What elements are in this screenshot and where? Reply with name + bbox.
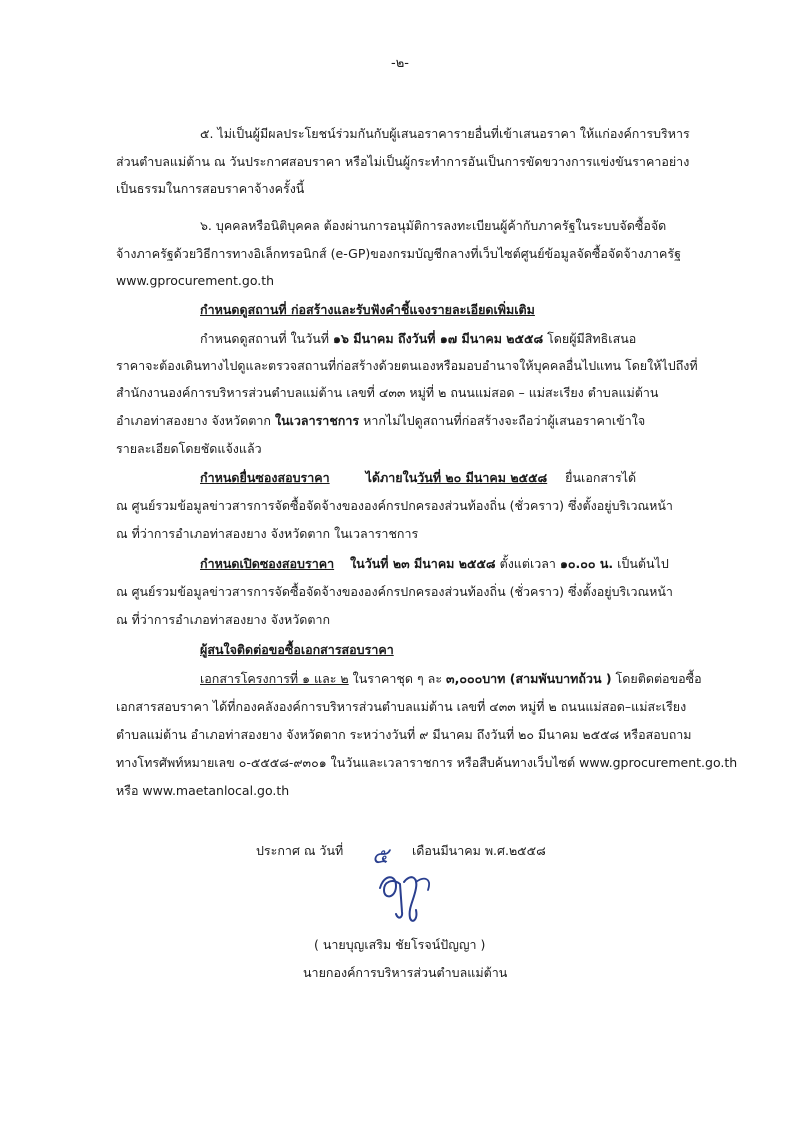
item6-line2: จ้างภาครัฐด้วยวิธีการทางอิเล็กทรอนิกส์ (e-GP)ของกรมบัญชีกลางที่เว็บไซต์ศูนย์ข้อมูลจัดซื้อจัดจ้างภาครัฐ xyxy=(116,246,682,261)
purchase-line5: หรือ www.maetanlocal.go.th xyxy=(116,783,290,798)
opening-time: ๑๐.๐๐ น. xyxy=(559,556,614,571)
site-visit-office-hours: ในเวลาราชการ xyxy=(274,413,360,428)
opening-heading: กำหนดเปิดซองสอบราคา xyxy=(200,556,335,571)
opening-date: ในวันที่ ๒๓ มีนาคม ๒๕๕๘ xyxy=(350,556,496,571)
announce-prefix: ประกาศ ณ วันที่ xyxy=(256,843,344,858)
announce-month-year: เดือนมีนาคม พ.ศ.๒๕๕๘ xyxy=(412,843,546,858)
submit-line3: ณ ที่ว่าการอำเภอท่าสองยาง จังหวัดตาก ในเวลาราชการ xyxy=(116,526,419,541)
opening-time-label: ตั้งแต่เวลา xyxy=(499,556,556,571)
site-visit-dates: ๑๖ มีนาคม ถึงวันที่ ๑๗ มีนาคม ๒๕๕๘ xyxy=(333,331,544,346)
opening-line3: ณ ที่ว่าการอำเภอท่าสองยาง จังหวัดตาก xyxy=(116,612,331,627)
purchase-contact: โดยติดต่อขอซื้อ xyxy=(615,671,702,686)
submit-date: วันที่ ๒๐ มีนาคม ๒๕๕๘ xyxy=(417,470,548,485)
site-visit-line4 xyxy=(116,413,645,429)
site-visit-label: กำหนดดูสถานที่ ในวันที่ xyxy=(200,331,330,346)
submit-line1 xyxy=(200,470,636,486)
site-visit-line5: รายละเอียดโดยชัดแจ้งแล้ว xyxy=(116,441,262,456)
purchase-projects: เอกสารโครงการที่ ๑ และ ๒ xyxy=(200,671,349,686)
purchase-line1 xyxy=(200,671,702,687)
purchase-price-label: ในราคาชุด ๆ ละ xyxy=(352,671,443,686)
submit-docs: ยื่นเอกสารได้ xyxy=(565,470,637,485)
site-visit-line1 xyxy=(200,331,636,347)
signer-name: ( นายบุญเสริม ชัยโรจน์ปัญญา ) xyxy=(314,937,486,952)
page-number: -๒- xyxy=(391,56,409,71)
signature-icon xyxy=(370,848,460,928)
purchase-line4: ทางโทรศัพท์หมายเลข ๐-๕๕๕๘-๙๓๐๑ ในวันและเวลาราชการ หรือสืบค้นทางเว็บไซต์ www.gprocurement.go.th xyxy=(116,755,738,770)
purchase-price: ๓,๐๐๐บาท (สามพันบาทถ้วน ) xyxy=(446,671,612,686)
item5-line1: ๕. ไม่เป็นผู้มีผลประโยชน์ร่วมกันกับผู้เสนอราคารายอื่นที่เข้าเสนอราคา ให้แก่องค์การบริหาร xyxy=(200,126,690,141)
site-visit-eligibility: โดยผู้มีสิทธิเสนอ xyxy=(547,331,637,346)
item5-line3: เป็นธรรมในการสอบราคาจ้างครั้งนี้ xyxy=(116,181,305,196)
purchase-line3: ตำบลแม่ต้าน อำเภอท่าสองยาง จังหวัดตาก ระหว่างวันที่ ๙ มีนาคม ถึงวันที่ ๒๐ มีนาคม ๒๕๕๘ หรือสอบถาม xyxy=(116,727,692,742)
purchase-heading: ผู้สนใจติดต่อขอซื้อเอกสารสอบราคา xyxy=(200,642,394,657)
submit-heading: กำหนดยื่นซองสอบราคา xyxy=(200,470,330,485)
site-visit-note: หากไม่ไปดูสถานที่ก่อสร้างจะถือว่าผู้เสนอราคาเข้าใจ xyxy=(363,413,646,428)
site-visit-heading: กำหนดดูสถานที่ ก่อสร้างและรับฟังคำชี้แจงรายละเอียดเพิ่มเติม xyxy=(200,302,535,317)
site-visit-line3: สำนักงานองค์การบริหารส่วนตำบลแม่ต้าน เลขที่ ๔๓๓ หมู่ที่ ๒ ถนนแม่สอด – แม่สะเรียง ตำบลแม่ต้าน xyxy=(116,385,659,400)
purchase-line2: เอกสารสอบราคา ได้ที่กองคลังองค์การบริหารส่วนตำบลแม่ต้าน เลขที่ ๔๓๓ หมู่ที่ ๒ ถนนแม่สอด–แม่สะเรียง xyxy=(116,699,687,714)
site-visit-district: อำเภอท่าสองยาง จังหวัดตาก xyxy=(116,413,271,428)
opening-onward: เป็นต้นไป xyxy=(617,556,669,571)
opening-line2: ณ ศูนย์รวมข้อมูลข่าวสารการจัดซื้อจัดจ้างขององค์กรปกครองส่วนท้องถิ่น (ชั่วคราว) ซึ่งตั้งอยู่บริเวณหน้า xyxy=(116,584,673,599)
submit-within: ได้ภายใน xyxy=(365,470,418,485)
item5-line2: ส่วนตำบลแม่ต้าน ณ วันประกาศสอบราคา หรือไม่เป็นผู้กระทำการอันเป็นการขัดขวางการแข่งขันราคาอย่าง xyxy=(116,154,690,169)
announce-day-handwritten: ๕ xyxy=(372,844,389,869)
submit-line2: ณ ศูนย์รวมข้อมูลข่าวสารการจัดซื้อจัดจ้างขององค์กรปกครองส่วนท้องถิ่น (ชั่วคราว) ซึ่งตั้งอยู่บริเวณหน้า xyxy=(116,498,673,513)
item6-line1: ๖. บุคคลหรือนิติบุคคล ต้องผ่านการอนุมัติการลงทะเบียนผู้ค้ากับภาครัฐในระบบจัดซื้อจัด xyxy=(200,218,667,233)
site-visit-line2: ราคาจะต้องเดินทางไปดูและตรวจสถานที่ก่อสร้างด้วยตนเองหรือมอบอำนาจให้บุคคลอื่นไปแทน โดยให้ไปถึงที่ xyxy=(116,358,698,373)
opening-line1 xyxy=(200,556,669,572)
item6-url: www.gprocurement.go.th xyxy=(116,273,275,288)
signer-title: นายกองค์การบริหารส่วนตำบลแม่ต้าน xyxy=(303,965,508,980)
